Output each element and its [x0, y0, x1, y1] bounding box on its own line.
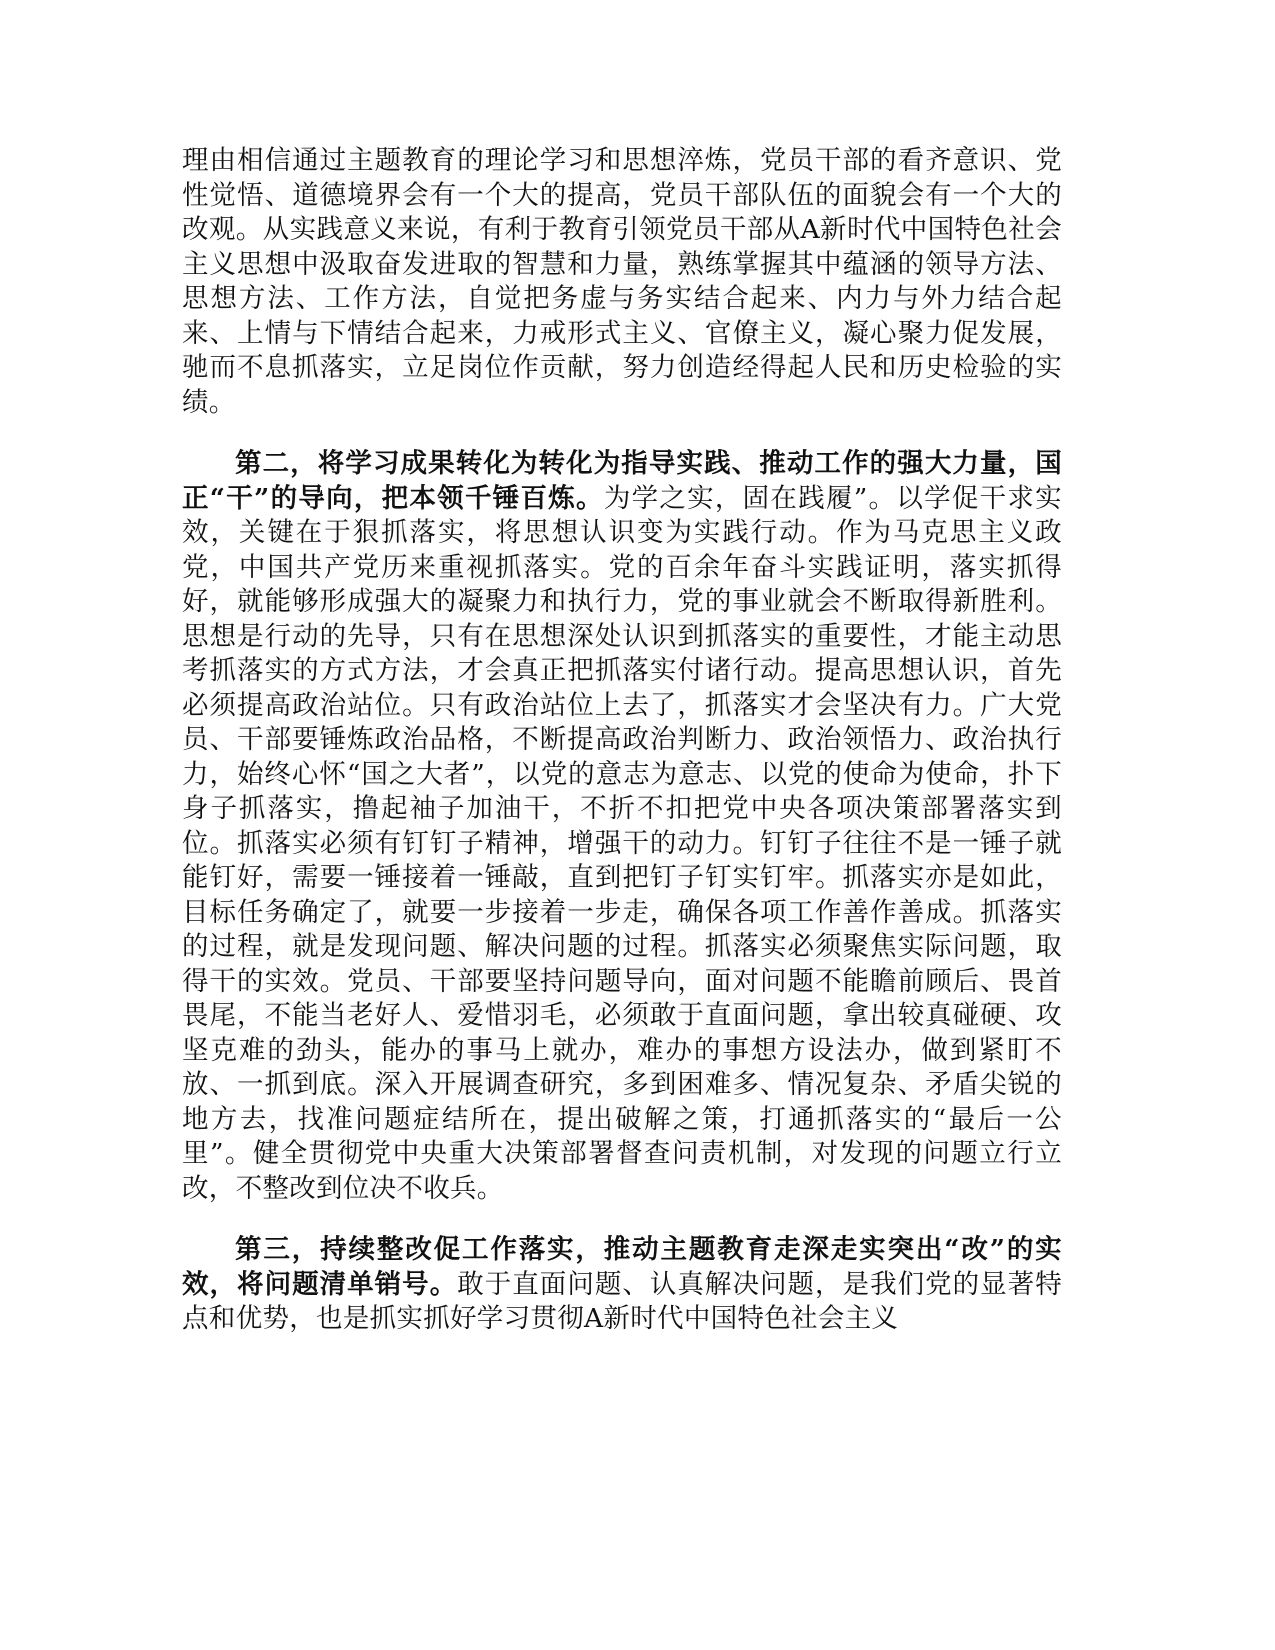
document-page — [182, 144, 1062, 1337]
paragraph-1: 理由相信通过主题教育的理论学习和思想淬炼，党员干部的看齐意识、党性觉悟、道德境界会有一个大的提高，党员干部队伍的面貌会有一个大的改观。从实践意义来说，有利于教育引领党员干部从A新时代中国特色社会主义思想中汲取奋发进取的智慧和力量，熟练掌握其中蕴涵的领导方法、思想方法、工作方法，自觉把务虚与务实结合起来、内力与外力结合起来、上情与下情结合起来，力戒形式主义、官僚主义，凝心聚力促发展，驰而不息抓落实，立足岗位作贡献，努力创造经得起人民和历史检验的实绩。 — [182, 145, 1062, 418]
paragraph-3-body: 敢于直面问题、认真解决问题，是我们党的显著特点和优势，也是抓实抓好学习贯彻A新时代中国特色社会主义 — [182, 1268, 1063, 1334]
paragraph-3 — [182, 1233, 1062, 1337]
paragraph-2-body: 为学之实，固在践履”。以学促干求实效，关键在于狠抓落实，将思想认识变为实践行动。作为马克思主义政党，中国共产党历来重视抓落实。党的百余年奋斗实践证明，落实抓得好，就能够形成强大的凝聚力和执行力，党的事业就会不断取得新胜利。思想是行动的先导，只有在思想深处认识到抓落实的重要性，才能主动思考抓落实的方式方法，才会真正把抓落实付诸行动。提高思想认识，首先必须提高政治站位。只有政治站位上去了，抓落实才会坚决有力。广大党员、干部要锤炼政治品格，不断提高政治判断力、政治领悟力、政治执行力，始终心怀“国之大者”，以党的意志为意志、以党的使命为使命，扑下身子抓落实，撸起袖子加油干，不折不扣把党中央各项决策部署落实到位。抓落实必须有钉钉子精神，增强干的动力。钉钉子往往不是一锤子就能钉好，需要一锤接着一锤敲，直到把钉子钉实钉牢。抓落实亦是如此，目标任务确定了，就要一步接着一步走，确保各项工作善作善成。抓落实的过程，就是发现问题、解决问题的过程。抓落实必须聚焦实际问题，取得干的实效。党员、干部要坚持问题导向，面对问题不能瞻前顾后、畏首畏尾，不能当老好人、爱惜羽毛，必须敢于直面问题，拿出较真碰硬、攻坚克难的劲头，能办的事马上就办，难办的事想方设法办，做到紧盯不放、一抓到底。深入开展调查研究，多到困难多、情况复杂、矛盾尖锐的地方去，找准问题症结所在，提出破解之策，打通抓落实的“最后一公里”。健全贯彻党中央重大决策部署督查问责机制，对发现的问题立行立改，不整改到位决不收兵。 — [182, 482, 1062, 1204]
paragraph-3-heading: 第三，持续整改促工作落实，推动主题教育走深走实突出“改”的实效，将问题清单销号。 — [182, 1234, 1062, 1300]
paragraph-2-heading: 第二，将学习成果转化为转化为指导实践、推动工作的强大力量，国正“干”的导向，把本领千锤百炼。 — [182, 448, 1062, 514]
paragraph-2 — [182, 447, 1062, 1206]
